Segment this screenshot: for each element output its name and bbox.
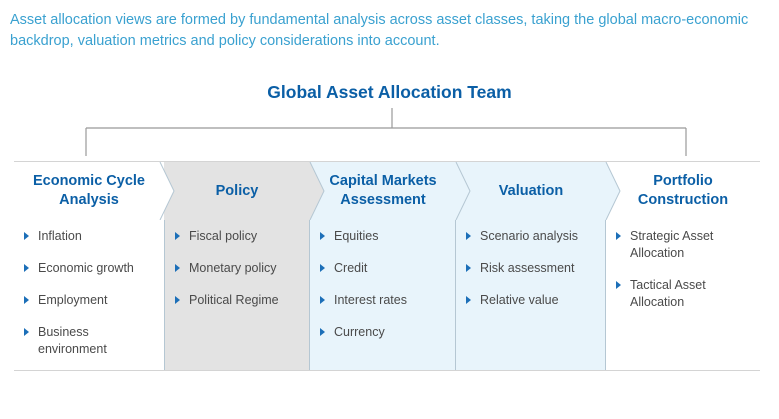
- list-item: Fiscal policy: [165, 228, 309, 245]
- stage-header-portfolio: Portfolio Construction: [606, 162, 760, 220]
- chevron-arrow-4: [606, 162, 620, 220]
- list-item: Monetary policy: [165, 260, 309, 277]
- bullet-arrow-icon: [175, 232, 180, 240]
- bullet-arrow-icon: [616, 281, 621, 289]
- bullet-arrow-icon: [24, 232, 29, 240]
- list-item: Economic growth: [14, 260, 164, 277]
- list-item: Strategic Asset Allocation: [606, 228, 740, 262]
- list-item: Credit: [310, 260, 455, 277]
- bullet-arrow-icon: [466, 232, 471, 240]
- stage-body-valuation: [456, 220, 606, 370]
- stage-body-row: [14, 220, 760, 370]
- stage-body-portfolio: [606, 220, 760, 370]
- bullet-arrow-icon: [616, 232, 621, 240]
- bullet-arrow-icon: [320, 328, 325, 336]
- stage-header-row: [14, 162, 760, 220]
- bullet-arrow-icon: [175, 296, 180, 304]
- chevron-arrow-1: [160, 162, 174, 220]
- bullet-arrow-icon: [24, 296, 29, 304]
- list-item: Risk assessment: [456, 260, 605, 277]
- stage-header-capital-markets: Capital Markets Assessment: [310, 162, 456, 220]
- list-item: Currency: [310, 324, 455, 341]
- team-title: Global Asset Allocation Team: [267, 82, 512, 102]
- list-item: Equities: [310, 228, 455, 245]
- stage-header-valuation: Valuation: [456, 162, 606, 220]
- bullet-arrow-icon: [175, 264, 180, 272]
- list-item: Inflation: [14, 228, 164, 245]
- list-item: Interest rates: [310, 292, 455, 309]
- bullet-arrow-icon: [320, 232, 325, 240]
- chevron-arrows: [14, 162, 760, 220]
- chevron-arrow-2: [310, 162, 324, 220]
- list-item: Employment: [14, 292, 164, 309]
- chevron-arrow-3: [456, 162, 470, 220]
- list-item: Political Regime: [165, 292, 309, 309]
- stage-header-policy: Policy: [164, 162, 310, 220]
- list-item: Business environment: [14, 324, 133, 358]
- stage-body-policy: [164, 220, 310, 370]
- list-item: Scenario analysis: [456, 228, 605, 245]
- stage-body-capital-markets: [310, 220, 456, 370]
- list-item: Relative value: [456, 292, 605, 309]
- list-item: Tactical Asset Allocation: [606, 277, 730, 311]
- stage-header-economic-cycle: Economic Cycle Analysis: [14, 162, 164, 220]
- intro-text: Asset allocation views are formed by fundamental analysis across asset classes, taking the global macro-economic backdrop, valuation metrics and policy considerations into account.: [10, 12, 749, 49]
- bullet-arrow-icon: [24, 264, 29, 272]
- bullet-arrow-icon: [466, 264, 471, 272]
- bullet-arrow-icon: [320, 264, 325, 272]
- bullet-arrow-icon: [466, 296, 471, 304]
- bullet-arrow-icon: [320, 296, 325, 304]
- bullet-arrow-icon: [24, 328, 29, 336]
- stage-body-economic-cycle: [14, 220, 164, 370]
